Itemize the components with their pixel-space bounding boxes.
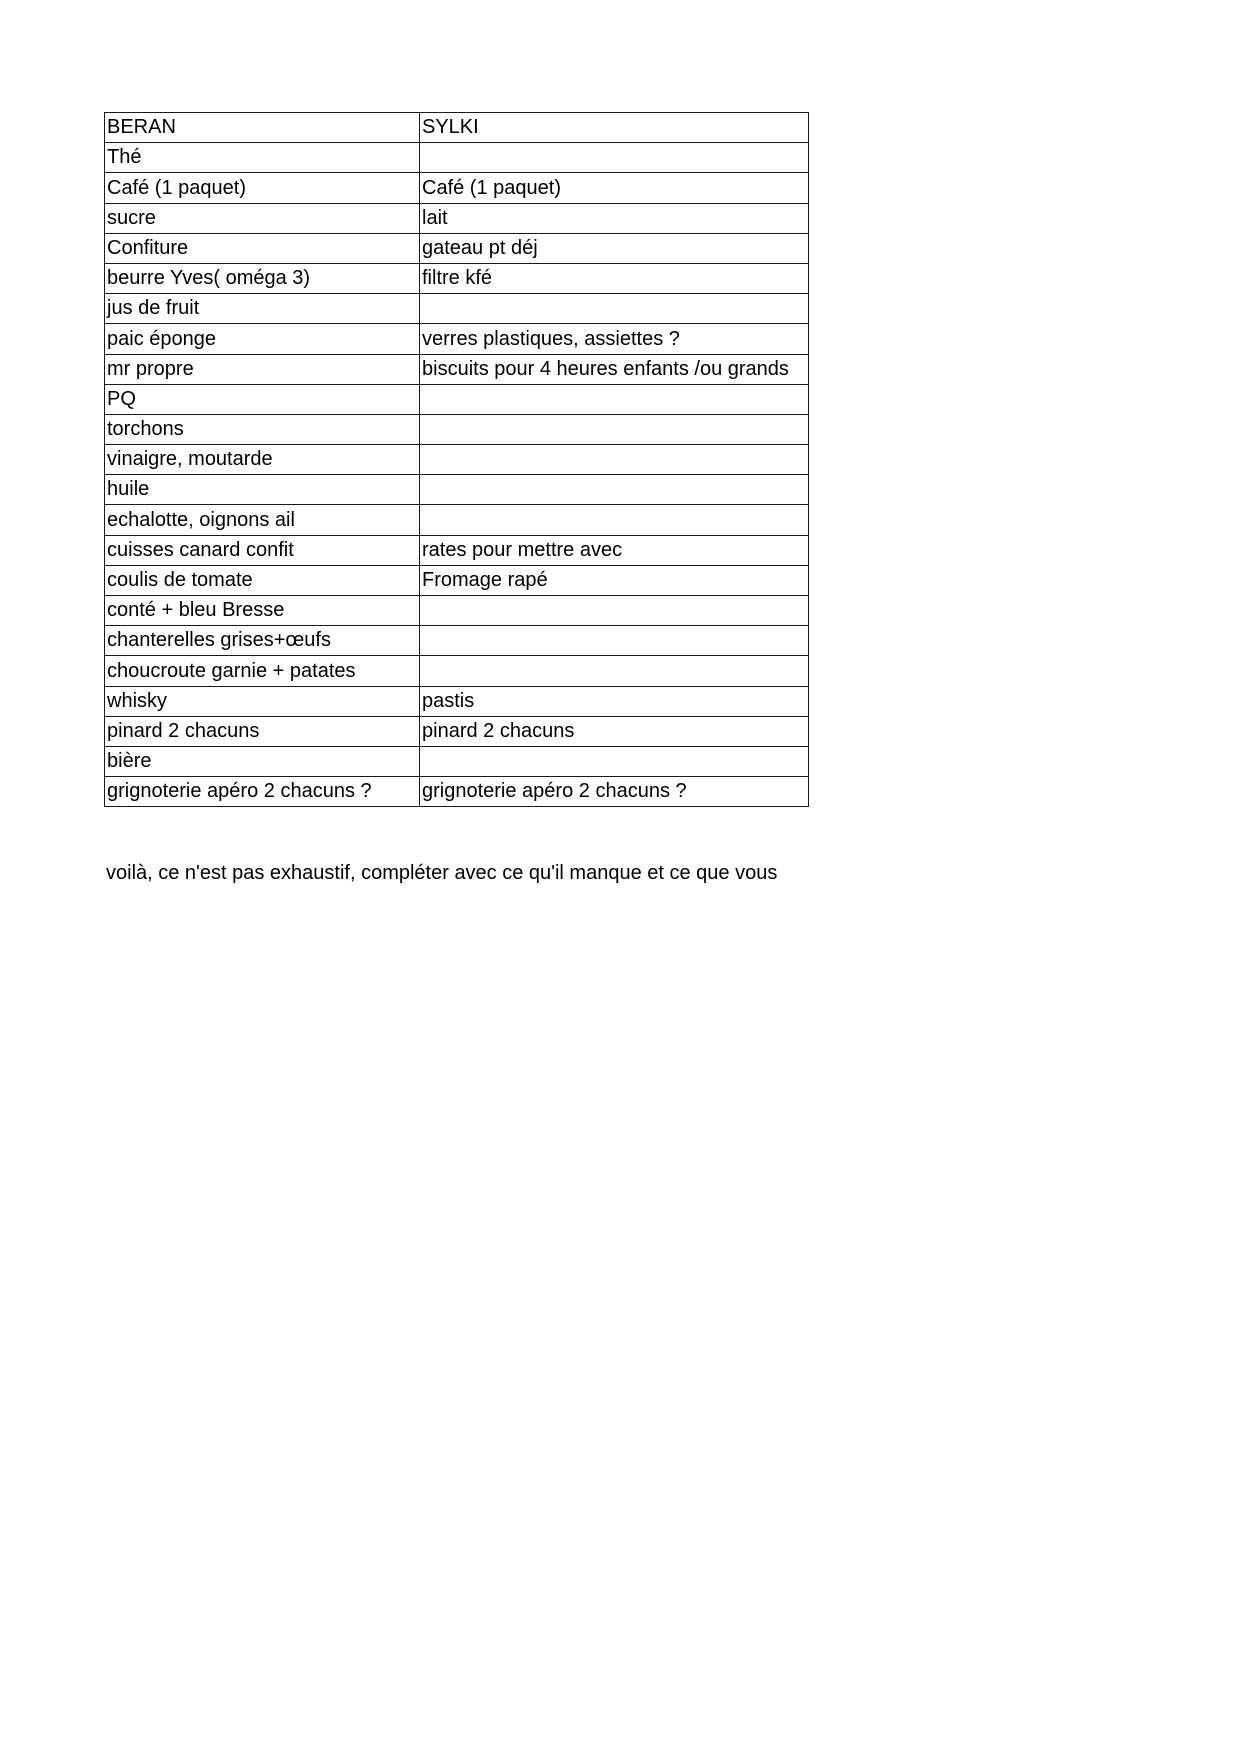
cell-beran: paic éponge bbox=[105, 324, 420, 354]
cell-sylki: filtre kfé bbox=[420, 263, 809, 293]
table-row bbox=[105, 294, 809, 324]
cell-sylki bbox=[420, 445, 809, 475]
cell-beran: chanterelles grises+œufs bbox=[105, 626, 420, 656]
cell-beran: whisky bbox=[105, 686, 420, 716]
cell-beran: grignoterie apéro 2 chacuns ? bbox=[105, 777, 420, 807]
cell-sylki bbox=[420, 143, 809, 173]
table-row bbox=[105, 445, 809, 475]
cell-sylki: lait bbox=[420, 203, 809, 233]
table-row bbox=[105, 565, 809, 595]
cell-sylki: grignoterie apéro 2 chacuns ? bbox=[420, 777, 809, 807]
table-row bbox=[105, 233, 809, 263]
cell-sylki bbox=[420, 475, 809, 505]
cell-beran: sucre bbox=[105, 203, 420, 233]
cell-beran: coulis de tomate bbox=[105, 565, 420, 595]
table-row bbox=[105, 173, 809, 203]
cell-beran: vinaigre, moutarde bbox=[105, 445, 420, 475]
cell-sylki: Fromage rapé bbox=[420, 565, 809, 595]
cell-beran: PQ bbox=[105, 384, 420, 414]
table-row bbox=[105, 505, 809, 535]
table-row bbox=[105, 777, 809, 807]
table-row bbox=[105, 475, 809, 505]
cell-beran: Confiture bbox=[105, 233, 420, 263]
cell-sylki: biscuits pour 4 heures enfants /ou grands bbox=[420, 354, 809, 384]
table-row bbox=[105, 656, 809, 686]
cell-beran: pinard 2 chacuns bbox=[105, 716, 420, 746]
cell-sylki bbox=[420, 656, 809, 686]
table-row bbox=[105, 354, 809, 384]
cell-sylki: gateau pt déj bbox=[420, 233, 809, 263]
cell-sylki bbox=[420, 596, 809, 626]
cell-sylki: pinard 2 chacuns bbox=[420, 716, 809, 746]
header-row bbox=[105, 113, 809, 143]
header-cell-beran: BERAN bbox=[105, 113, 420, 143]
cell-beran: bière bbox=[105, 746, 420, 776]
header-cell-sylki: SYLKI bbox=[420, 113, 809, 143]
cell-sylki: rates pour mettre avec bbox=[420, 535, 809, 565]
cell-beran: Café (1 paquet) bbox=[105, 173, 420, 203]
cell-beran: conté + bleu Bresse bbox=[105, 596, 420, 626]
table-row bbox=[105, 746, 809, 776]
table-row bbox=[105, 686, 809, 716]
table-row bbox=[105, 384, 809, 414]
cell-beran: mr propre bbox=[105, 354, 420, 384]
cell-sylki bbox=[420, 384, 809, 414]
cell-sylki: pastis bbox=[420, 686, 809, 716]
cell-beran: huile bbox=[105, 475, 420, 505]
shopping-list-table bbox=[104, 112, 809, 807]
cell-sylki: verres plastiques, assiettes ? bbox=[420, 324, 809, 354]
cell-sylki bbox=[420, 746, 809, 776]
table-row bbox=[105, 716, 809, 746]
cell-sylki bbox=[420, 626, 809, 656]
table-row bbox=[105, 203, 809, 233]
table-row bbox=[105, 626, 809, 656]
table-row bbox=[105, 263, 809, 293]
cell-sylki bbox=[420, 294, 809, 324]
table-row bbox=[105, 143, 809, 173]
cell-beran: echalotte, oignons ail bbox=[105, 505, 420, 535]
cell-sylki: Café (1 paquet) bbox=[420, 173, 809, 203]
footer-note: voilà, ce n'est pas exhaustif, compléter avec ce qu'il manque et ce que vous bbox=[106, 862, 778, 884]
cell-beran: Thé bbox=[105, 143, 420, 173]
cell-beran: choucroute garnie + patates bbox=[105, 656, 420, 686]
table-row bbox=[105, 324, 809, 354]
table-row bbox=[105, 535, 809, 565]
cell-beran: torchons bbox=[105, 414, 420, 444]
cell-sylki bbox=[420, 505, 809, 535]
cell-beran: beurre Yves( oméga 3) bbox=[105, 263, 420, 293]
cell-beran: cuisses canard confit bbox=[105, 535, 420, 565]
table-row bbox=[105, 414, 809, 444]
cell-sylki bbox=[420, 414, 809, 444]
table-row bbox=[105, 596, 809, 626]
cell-beran: jus de fruit bbox=[105, 294, 420, 324]
